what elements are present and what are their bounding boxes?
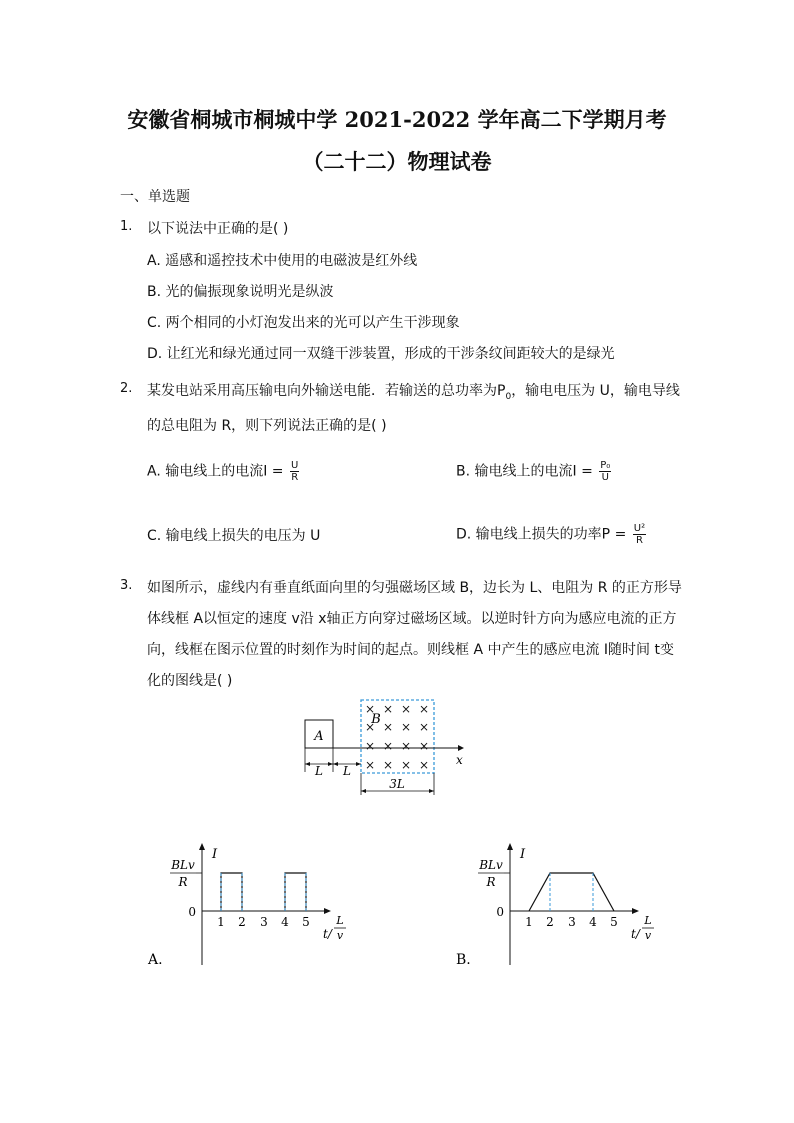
x-axis-arrow-icon [458, 745, 464, 751]
section-heading: 一、单选题 [120, 189, 190, 205]
current-pulse-1 [221, 873, 242, 911]
x-axis-label: t/ [323, 927, 332, 941]
cross-mark: × [382, 739, 394, 753]
y-axis-label: I [212, 847, 218, 862]
question-2-option-c: C. 输电线上损失的电压为 U [147, 528, 321, 544]
cross-mark: × [400, 739, 412, 753]
magnetic-field-figure [290, 695, 480, 800]
x-tick-label: 5 [302, 915, 310, 929]
option-label: A. [148, 952, 163, 968]
question-3-number: 3. [120, 578, 133, 593]
y-axis-arrow-icon [507, 843, 513, 850]
question-2-option-d [456, 523, 646, 546]
stem-text: 某发电站采用高压输电向外输送电能．若输送的总功率为P [147, 383, 506, 399]
x-axis-label: t/ [631, 927, 640, 941]
dimension-label: L [343, 764, 351, 778]
question-3-line-1: 如图所示，虚线内有垂直纸面向里的匀强磁场区域 B，边长为 L、电阻为 R 的正方形导 [147, 580, 682, 596]
numerator: P₀ [600, 460, 611, 471]
x-unit-denominator: v [644, 929, 652, 942]
cross-mark: × [418, 758, 430, 772]
graph-option-b [448, 840, 678, 975]
origin-label: 0 [496, 905, 504, 919]
denominator: R [291, 472, 299, 483]
question-2-option-b [456, 460, 611, 483]
fraction [290, 460, 299, 483]
subscript: 0 [505, 391, 512, 402]
question-2-option-a [147, 460, 299, 483]
cross-mark: × [364, 720, 376, 734]
dimension-label: 3L [389, 777, 405, 791]
x-unit-denominator: v [336, 929, 344, 942]
origin-label: 0 [188, 905, 196, 919]
x-tick-label: 4 [589, 915, 597, 929]
cross-mark: × [382, 758, 394, 772]
question-1-option-b: B. 光的偏振现象说明光是纵波 [147, 284, 334, 300]
x-tick-label: 2 [238, 915, 246, 929]
cross-mark: × [364, 739, 376, 753]
fraction [633, 523, 646, 546]
cross-mark: × [400, 702, 412, 716]
y-axis-label: I [520, 847, 526, 862]
question-1-option-c: C. 两个相同的小灯泡发出来的光可以产生干涉现象 [147, 315, 460, 331]
x-tick-label: 2 [546, 915, 554, 929]
x-tick-label: 3 [568, 915, 576, 929]
question-2-stem-line-2: 的总电阻为 R，则下列说法正确的是( ) [147, 418, 387, 434]
option-text: A. 输电线上的电流I = [147, 463, 284, 480]
denominator: U [601, 472, 609, 483]
denominator: R [635, 535, 643, 546]
x-unit-numerator: L [644, 914, 652, 927]
graph-option-a [140, 840, 370, 975]
cross-mark: × [418, 720, 430, 734]
cross-mark: × [418, 702, 430, 716]
x-tick-label: 4 [281, 915, 289, 929]
fraction [599, 460, 611, 483]
y-axis-arrow-icon [199, 843, 205, 850]
question-1-stem: 以下说法中正确的是( ) [147, 221, 289, 237]
x-axis-arrow-icon [324, 908, 331, 914]
frame-label: A [314, 729, 324, 744]
question-1-option-a: A. 遥感和遥控技术中使用的电磁波是红外线 [147, 253, 418, 269]
option-text: D. 输电线上损失的功率P = [456, 526, 627, 543]
question-1-option-d: D. 让红光和绿光通过同一双缝干涉装置，形成的干涉条纹间距较大的是绿光 [147, 346, 615, 362]
x-axis-label: x [456, 753, 463, 767]
cross-mark: × [418, 739, 430, 753]
document-title-line-1: 安徽省桐城市桐城中学 2021-2022 学年高二下学期月考 [127, 107, 667, 132]
cross-mark: × [400, 758, 412, 772]
x-tick-label: 5 [610, 915, 618, 929]
dimension-label: L [315, 764, 323, 778]
current-pulse-2 [285, 873, 306, 911]
x-axis-arrow-icon [632, 908, 639, 914]
y-level-numerator: BLv [479, 858, 503, 872]
field-crosses [365, 702, 429, 772]
current-trapezoid [529, 873, 614, 911]
question-1-number: 1. [120, 219, 133, 234]
cross-mark: × [382, 720, 394, 734]
x-tick-label: 1 [525, 915, 533, 929]
y-level-denominator: R [486, 875, 496, 889]
cross-mark: × [364, 702, 376, 716]
cross-mark: × [400, 720, 412, 734]
x-tick-label: 1 [217, 915, 225, 929]
document-title-line-2: （二十二）物理试卷 [302, 149, 492, 174]
question-3-line-4: 化的图线是( ) [147, 673, 233, 689]
option-text: B. 输电线上的电流I = [456, 463, 593, 480]
numerator: U [291, 460, 299, 471]
x-unit-numerator: L [336, 914, 344, 927]
y-level-numerator: BLv [171, 858, 195, 872]
option-label: B. [456, 952, 471, 968]
y-level-denominator: R [178, 875, 188, 889]
question-3-line-2: 体线框 A以恒定的速度 v沿 x轴正方向穿过磁场区域。以逆时针方向为感应电流的正方 [147, 611, 677, 627]
numerator: U² [633, 523, 646, 534]
x-tick-label: 3 [260, 915, 268, 929]
question-3-line-3: 向，线框在图示位置的时刻作为时间的起点。则线框 A 中产生的感应电流 I随时间 t变 [147, 642, 674, 658]
field-label: B [371, 712, 381, 727]
stem-text: ，输电电压为 U，输电导线 [511, 383, 680, 399]
cross-mark: × [382, 702, 394, 716]
question-2-stem-line-1 [147, 380, 680, 402]
cross-mark: × [364, 758, 376, 772]
question-2-number: 2. [120, 381, 133, 396]
